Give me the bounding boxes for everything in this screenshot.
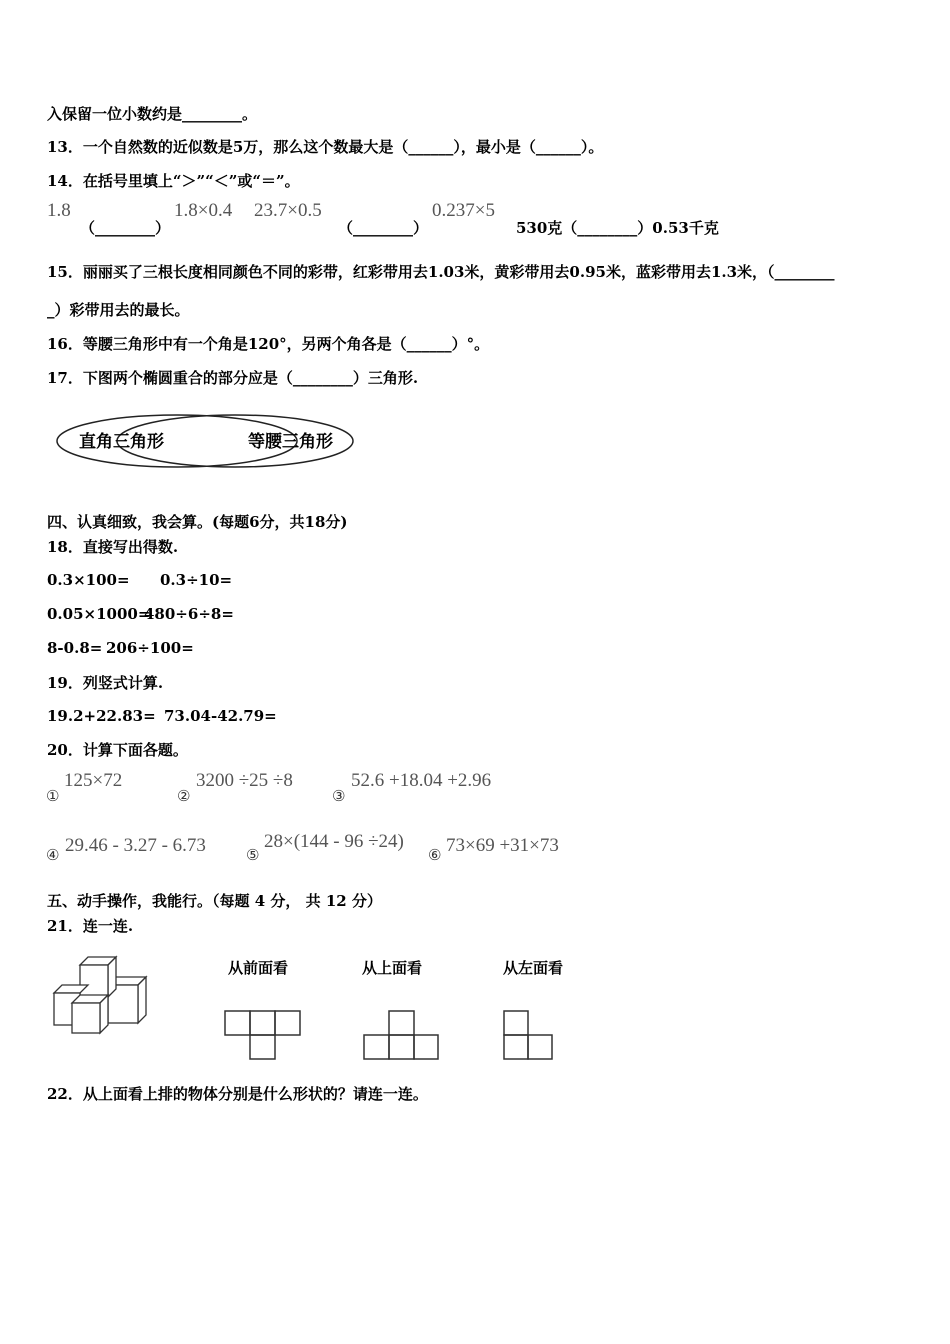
q20-expr-4: 29.46 - 3.27 - 6.73 [65, 835, 206, 856]
view-left-label: 从左面看 [503, 959, 564, 977]
q19-item-2: 73.04-42.79= [164, 707, 277, 725]
q20-expr-6: 73×69 +31×73 [446, 835, 559, 856]
left-view-shape [500, 1008, 556, 1062]
q20-num-1: ① [46, 787, 60, 805]
q18-item-6: 206÷100= [106, 639, 194, 657]
question-13: 13．一个自然数的近似数是5万，那么这个数最大是（______），最小是（______）。 [47, 138, 604, 156]
q20-expr-3: 52.6 +18.04 +2.96 [351, 770, 492, 791]
q14-value-c: 23.7×0.5 [254, 200, 322, 221]
q14-blank-2[interactable]: （________） [338, 219, 429, 237]
q18-item-5: 8-0.8= [47, 639, 103, 657]
cube-stack-figure [50, 955, 150, 1035]
q14-value-a: 1.8 [47, 200, 71, 221]
question-15-line1: 15．丽丽买了三根长度相同颜色不同的彩带，红彩带用去1.03米，黄彩带用去0.95米，蓝彩带用去1.3米，（________ [47, 263, 835, 281]
ellipse-right-label: 等腰三角形 [248, 432, 333, 452]
q14-value-d: 0.237×5 [432, 200, 495, 221]
view-top-label: 从上面看 [362, 959, 423, 977]
q20-num-2: ② [177, 787, 191, 805]
q20-expr-1: 125×72 [64, 770, 123, 791]
q14-value-b: 1.8×0.4 [174, 200, 233, 221]
q14-weight-compare: 530克（________）0.53千克 [516, 219, 719, 237]
question-14: 14．在括号里填上“＞”“＜”或“＝”。 [47, 172, 300, 190]
view-front-label: 从前面看 [228, 959, 289, 977]
overlapping-ellipses-figure [55, 412, 365, 472]
q18-item-3: 0.05×1000= [47, 605, 151, 623]
question-15-line2: _）彩带用去的最长。 [47, 301, 190, 319]
q14-blank-1[interactable]: （________） [80, 219, 171, 237]
q18-item-4: 480÷6÷8= [144, 605, 234, 623]
front-view-shape [222, 1008, 304, 1062]
line-intro: 入保留一位小数约是________。 [47, 105, 258, 123]
q20-num-4: ④ [46, 846, 60, 864]
q20-num-5: ⑤ [246, 846, 260, 864]
ellipse-left-label: 直角三角形 [79, 432, 164, 452]
question-19: 19．列竖式计算. [47, 674, 164, 692]
q20-expr-2: 3200 ÷25 ÷8 [196, 770, 293, 791]
q19-item-1: 19.2+22.83= [47, 707, 156, 725]
question-17: 17．下图两个椭圆重合的部分应是（________）三角形. [47, 369, 419, 387]
q20-expr-5: 28×(144 - 96 ÷24) [264, 831, 404, 852]
question-16: 16．等腰三角形中有一个角是120°，另两个角各是（______）°。 [47, 335, 490, 353]
q18-item-2: 0.3÷10= [160, 571, 233, 589]
q18-item-1: 0.3×100= [47, 571, 130, 589]
question-22: 22．从上面看上排的物体分别是什么形状的？请连一连。 [47, 1085, 428, 1103]
question-18: 18．直接写出得数. [47, 538, 179, 556]
q20-num-6: ⑥ [428, 846, 442, 864]
question-21: 21．连一连. [47, 917, 134, 935]
question-20: 20．计算下面各题。 [47, 741, 188, 759]
section-4-heading: 四、认真细致，我会算。(每题6分，共18分) [47, 513, 348, 531]
q20-num-3: ③ [332, 787, 346, 805]
section-5-heading: 五、动手操作，我能行。（每题 4 分， 共 12 分） [47, 892, 382, 910]
top-view-shape [361, 1008, 441, 1062]
